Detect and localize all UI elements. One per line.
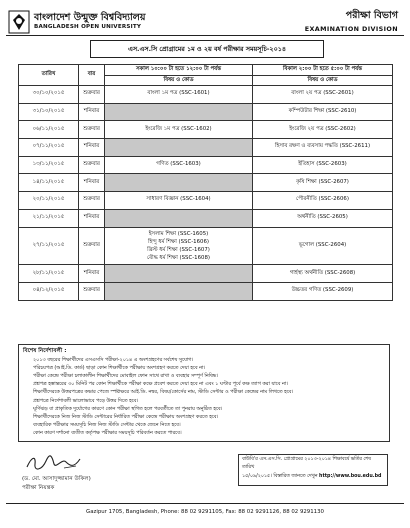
table-row [19, 103, 393, 121]
row-morning-subject: ইংরেজি ১ম পত্র (SSC-1602) [105, 121, 253, 139]
header-divider [6, 35, 404, 36]
university-name-bn: বাংলাদেশ উন্মুক্ত বিশ্ববিদ্যালয় [34, 12, 146, 23]
col-subheader-afternoon: বিষয় ও কোড [253, 76, 393, 86]
col-subheader-morning: বিষয় ও কোড [105, 76, 253, 86]
col-header-day: বার [79, 65, 105, 86]
instruction-item: • ২০১৩ বছরের শিক্ষার্থীদের এসএসসি পরীক্ষা-২০১৪ এ অংশগ্রহণের সর্বশেষ সুযোগ। [33, 356, 385, 364]
row-date: ১৪/১১/২০১৫ [19, 174, 79, 192]
row-day: শুক্রবার [79, 86, 105, 104]
instruction-item: • প্রশ্নপত্রে নির্দেশাবলী ভালোভাবে পড়ে উত্তর দিতে হবে। [33, 397, 385, 405]
row-morning-subject [105, 265, 253, 283]
special-instructions-box [18, 344, 390, 442]
row-day: শনিবার [79, 139, 105, 157]
table-row [19, 209, 393, 227]
instruction-item: • ব্যবহারিক পরীক্ষার সময়সূচি নিজ নিজ স্টাডি সেন্টার থেকে জেনে নিতে হবে। [33, 421, 385, 429]
row-date: ১৩/১১/২০১৫ [19, 156, 79, 174]
col-header-morning: সকাল ১০:০০ টা হতে ১২:০০ টা পর্যন্ত [105, 65, 253, 76]
row-day: শনিবার [79, 174, 105, 192]
instruction-item: • পরিচয়পত্র (আই.ডি. কার্ড) ছাড়া কোন শিক্ষার্থীকে পরীক্ষায় অংশগ্রহণ করতে দেয়া হবে না। [33, 364, 385, 372]
row-afternoon-subject: অর্থনীতি (SSC-2605) [253, 209, 393, 227]
row-day: শনিবার [79, 265, 105, 283]
instruction-item: • প্রশ্নপত্র হস্তান্তরের ৩০ মিনিট পর কোন শিক্ষার্থীকে পরীক্ষা কক্ষে প্রবেশ করতে দেয়া হবে না এবং ১ ঘণ্টার পূর্বে কক্ষ ত্যাগ করা যাবে না। [33, 380, 385, 388]
table-row [19, 139, 393, 157]
row-afternoon-subject: হিসাব রক্ষণ ও ব্যবসায় পদ্ধতি (SSC-2611) [253, 139, 393, 157]
row-afternoon-subject: ইতিহাস (SSC-2603) [253, 156, 393, 174]
row-afternoon-subject: ভূগোল (SSC-2604) [253, 227, 393, 265]
website-link[interactable]: http://www.bou.edu.bd [319, 473, 382, 479]
row-morning-subject [105, 139, 253, 157]
instruction-item: • শিক্ষার্থীদেরকে উত্তরপত্রের কভার পেজে স্পষ্টাক্ষরে আই.ডি. নম্বর, বিষয়/কোর্সের নাম, স্টাডি সেন্টার ও পরীক্ষা কেন্দ্রের নাম লিখতে হবে। [33, 388, 385, 396]
row-afternoon-subject: ইংরেজি ২য় পত্র (SSC-2602) [253, 121, 393, 139]
instructions-heading: বিশেষ নির্দেশাবলী : [23, 348, 67, 354]
table-row [19, 156, 393, 174]
instruction-item: • কোন কারণ দর্শানো ব্যতীত কর্তৃপক্ষ পরীক্ষার সময়সূচি পরিবর্তন করতে পারবে। [33, 429, 385, 437]
table-row [19, 227, 393, 265]
row-morning-subject: গণিত (SSC-1603) [105, 156, 253, 174]
footer-divider [6, 503, 404, 504]
row-morning-subject [105, 283, 253, 301]
row-date: ০৭/১১/২০১৫ [19, 139, 79, 157]
row-morning-subject: বাংলা ১ম পত্র (SSC-1601) [105, 86, 253, 104]
admission-info-box [238, 454, 388, 486]
table-row [19, 174, 393, 192]
religion-subject: ইসলাম শিক্ষা (SSC-1605) [148, 230, 209, 237]
row-morning-subject [105, 103, 253, 121]
religion-subject: হিন্দু ধর্ম শিক্ষা (SSC-1606) [148, 238, 209, 245]
row-day: শুক্রবার [79, 227, 105, 265]
admission-info-line2: ১৫/০৯/২০১৫। বিস্তারিত জানতে দেখুন [242, 473, 318, 479]
row-afternoon-subject: গার্হস্থ্য অর্থনীতি (SSC-2608) [253, 265, 393, 283]
table-row [19, 283, 393, 301]
col-header-afternoon: বিকাল ২:০০ টা হতে ৫:০০ টা পর্যন্ত [253, 65, 393, 76]
row-day: শুক্রবার [79, 192, 105, 210]
table-row [19, 192, 393, 210]
row-morning-subject-list [105, 227, 253, 265]
row-day: শনিবার [79, 209, 105, 227]
instruction-item: • শিক্ষার্থীদেরকে নিজ নিজ স্টাডি সেন্টারের নির্ধারিত পরীক্ষা কেন্দ্রে পরীক্ষায় অংশগ্রহণ করতে হবে। [33, 413, 385, 421]
row-morning-subject [105, 174, 253, 192]
instruction-item: • ঘূর্ণিঝড় বা প্রাকৃতিক দুর্যোগের কারণে কোন পরীক্ষা স্থগিত হলে পরবর্তীতে তা পুনরায় অনুষ্ঠিত হবে। [33, 405, 385, 413]
row-date: ৩০/১০/২০১৫ [19, 86, 79, 104]
handwritten-signature [24, 452, 84, 474]
row-afternoon-subject: পৌরনীতি (SSC-2606) [253, 192, 393, 210]
row-day: শনিবার [79, 103, 105, 121]
instructions-list [23, 356, 385, 437]
row-date: ২০/১১/২০১৫ [19, 192, 79, 210]
table-row [19, 86, 393, 104]
exam-schedule-table [18, 64, 393, 301]
row-date: ২৮/১১/২০১৫ [19, 265, 79, 283]
row-afternoon-subject: কম্পিউটার শিক্ষা (SSC-2610) [253, 103, 393, 121]
university-seal-icon [8, 10, 30, 34]
row-day: শুক্রবার [79, 283, 105, 301]
controller-name: (ড. মো. আসাদুজ্জামান উকিল) [22, 476, 91, 482]
religion-subject: খ্রিস্ট ধর্ম শিক্ষা (SSC-1607) [147, 246, 210, 253]
admission-info-line1: বাউবি'র এস.এস.সি. প্রোগ্রামের ২০১৩-২০১৪ শিক্ষাবর্ষে ভর্তির শেষ তারিখ [242, 457, 371, 471]
instruction-item: • পরীক্ষা কেন্দ্রে পরীক্ষা চলাকালীন শিক্ষার্থীদের মোবাইল ফোন সাথে রাখা ও ব্যবহার সম্পূর্ণ নিষিদ্ধ। [33, 372, 385, 380]
row-morning-subject: সাধারণ বিজ্ঞান (SSC-1604) [105, 192, 253, 210]
religion-subject: বৌদ্ধ ধর্ম শিক্ষা (SSC-1608) [147, 255, 210, 262]
row-afternoon-subject: বাংলা ২য় পত্র (SSC-2601) [253, 86, 393, 104]
row-day: শুক্রবার [79, 121, 105, 139]
row-day: শুক্রবার [79, 156, 105, 174]
row-date: ২১/১১/২০১৫ [19, 209, 79, 227]
col-header-date: তারিখ [19, 65, 79, 86]
row-afternoon-subject: উচ্চতর গণিত (SSC-2609) [253, 283, 393, 301]
row-date: ০৪/১২/২০১৫ [19, 283, 79, 301]
table-row [19, 121, 393, 139]
division-name-bn: পরীক্ষা বিভাগ [345, 10, 398, 21]
row-morning-subject [105, 209, 253, 227]
schedule-title: এস.এস.সি প্রোগ্রামের ১ম ও ২য় বর্ষ পরীক্ষার সময়সূচি-২০১৪ [90, 40, 324, 58]
row-date: ২৭/১১/২০১৫ [19, 227, 79, 265]
row-afternoon-subject: কৃষি শিক্ষা (SSC-2607) [253, 174, 393, 192]
university-name-en: BANGLADESH OPEN UNIVERSITY [34, 24, 142, 30]
table-row [19, 265, 393, 283]
footer-contact: Gazipur 1705, Bangladesh, Phone: 88 02 9291105, Fax: 88 02 9291126, 88 02 9291130 [86, 509, 324, 515]
row-date: ৩১/১০/২০১৫ [19, 103, 79, 121]
division-name-en: EXAMINATION DIVISION [304, 25, 398, 33]
row-date: ০৬/১১/২০১৫ [19, 121, 79, 139]
controller-designation: পরীক্ষা নিয়ন্ত্রক [22, 485, 55, 491]
